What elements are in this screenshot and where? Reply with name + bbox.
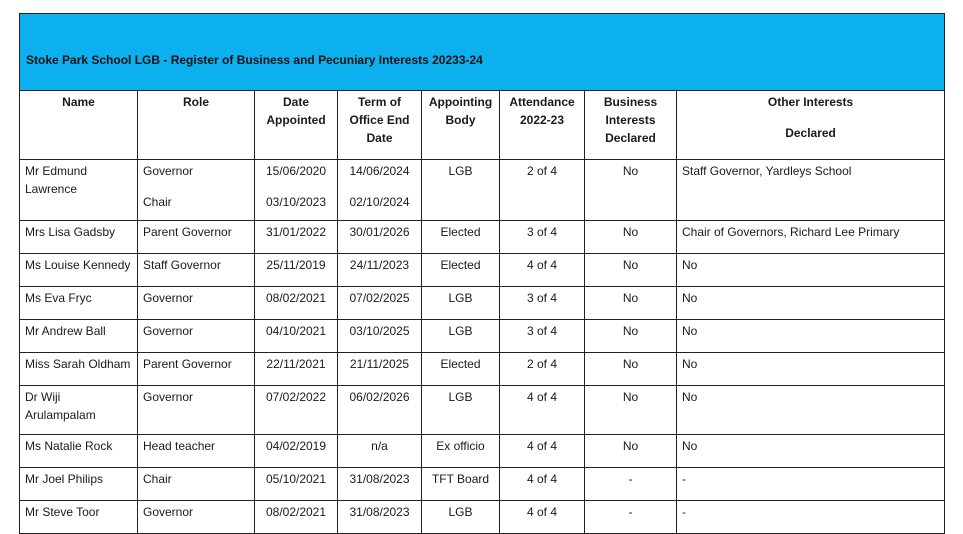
header-business-interests: Business Interests Declared (585, 91, 677, 160)
cell-term-end: 21/11/2025 (338, 353, 422, 386)
cell-other-interests: No (677, 320, 945, 353)
cell-role: Governor (138, 386, 255, 435)
header-other-interests: Other Interests Declared (677, 91, 945, 160)
cell-appointing-body: LGB (422, 160, 500, 221)
cell-other-interests: No (677, 386, 945, 435)
cell-term-end: 06/02/2026 (338, 386, 422, 435)
cell-term-end: 30/01/2026 (338, 221, 422, 254)
title-row (20, 14, 945, 91)
cell-attendance: 3 of 4 (500, 221, 585, 254)
cell-role: Parent Governor (138, 353, 255, 386)
cell-business-interests: - (585, 501, 677, 534)
cell-date-appointed: 31/01/2022 (255, 221, 338, 254)
register-title: Stoke Park School LGB - Register of Business and Pecuniary Interests 20233-24 (20, 14, 945, 91)
table-row (20, 386, 945, 435)
cell-business-interests: No (585, 320, 677, 353)
cell-business-interests: - (585, 468, 677, 501)
cell-role: Head teacher (138, 435, 255, 468)
cell-role: Chair (138, 468, 255, 501)
cell-appointing-body: LGB (422, 386, 500, 435)
table-row (20, 435, 945, 468)
cell-business-interests: No (585, 221, 677, 254)
cell-business-interests: No (585, 386, 677, 435)
header-attendance: Attendance 2022-23 (500, 91, 585, 160)
cell-business-interests: No (585, 160, 677, 221)
cell-role: Governor Chair (138, 160, 255, 221)
table-row (20, 468, 945, 501)
cell-name: Mr Andrew Ball (20, 320, 138, 353)
header-term-end: Term of Office End Date (338, 91, 422, 160)
cell-date-appointed: 22/11/2021 (255, 353, 338, 386)
header-row (20, 91, 945, 160)
cell-name: Mr Steve Toor (20, 501, 138, 534)
cell-term-end: 03/10/2025 (338, 320, 422, 353)
cell-role: Staff Governor (138, 254, 255, 287)
cell-name: Mrs Lisa Gadsby (20, 221, 138, 254)
cell-attendance: 4 of 4 (500, 254, 585, 287)
cell-other-interests: No (677, 435, 945, 468)
cell-term-end: 14/06/2024 02/10/2024 (338, 160, 422, 221)
table-row (20, 501, 945, 534)
cell-date-appointed: 07/02/2022 (255, 386, 338, 435)
header-name: Name (20, 91, 138, 160)
header-appointing-body: Appointing Body (422, 91, 500, 160)
cell-term-end: 07/02/2025 (338, 287, 422, 320)
cell-other-interests: Staff Governor, Yardleys School (677, 160, 945, 221)
cell-other-interests: No (677, 254, 945, 287)
cell-term-end: 24/11/2023 (338, 254, 422, 287)
cell-role: Governor (138, 287, 255, 320)
cell-other-interests: Chair of Governors, Richard Lee Primary (677, 221, 945, 254)
cell-appointing-body: LGB (422, 501, 500, 534)
cell-attendance: 3 of 4 (500, 320, 585, 353)
cell-name: Dr Wiji Arulampalam (20, 386, 138, 435)
register-table (19, 13, 945, 534)
cell-attendance: 4 of 4 (500, 386, 585, 435)
cell-role: Governor (138, 320, 255, 353)
table-row (20, 287, 945, 320)
cell-appointing-body: LGB (422, 287, 500, 320)
cell-term-end: 31/08/2023 (338, 501, 422, 534)
cell-term-end: n/a (338, 435, 422, 468)
cell-date-appointed: 08/02/2021 (255, 501, 338, 534)
cell-date-appointed: 04/10/2021 (255, 320, 338, 353)
cell-name: Mr Joel Philips (20, 468, 138, 501)
cell-other-interests: - (677, 468, 945, 501)
cell-name: Miss Sarah Oldham (20, 353, 138, 386)
cell-attendance: 4 of 4 (500, 468, 585, 501)
table-row (20, 221, 945, 254)
cell-appointing-body: LGB (422, 320, 500, 353)
cell-term-end: 31/08/2023 (338, 468, 422, 501)
cell-date-appointed: 04/02/2019 (255, 435, 338, 468)
cell-date-appointed: 05/10/2021 (255, 468, 338, 501)
cell-other-interests: No (677, 353, 945, 386)
cell-attendance: 3 of 4 (500, 287, 585, 320)
header-role: Role (138, 91, 255, 160)
cell-attendance: 2 of 4 (500, 353, 585, 386)
cell-date-appointed: 25/11/2019 (255, 254, 338, 287)
cell-date-appointed: 08/02/2021 (255, 287, 338, 320)
cell-other-interests: No (677, 287, 945, 320)
cell-business-interests: No (585, 435, 677, 468)
cell-appointing-body: Ex officio (422, 435, 500, 468)
cell-name: Ms Eva Fryc (20, 287, 138, 320)
header-date-appointed: Date Appointed (255, 91, 338, 160)
cell-attendance: 4 of 4 (500, 501, 585, 534)
cell-business-interests: No (585, 353, 677, 386)
cell-name: Ms Natalie Rock (20, 435, 138, 468)
table-row (20, 320, 945, 353)
cell-name: Mr Edmund Lawrence (20, 160, 138, 221)
cell-other-interests: - (677, 501, 945, 534)
cell-name: Ms Louise Kennedy (20, 254, 138, 287)
cell-attendance: 4 of 4 (500, 435, 585, 468)
cell-appointing-body: TFT Board (422, 468, 500, 501)
cell-role: Governor (138, 501, 255, 534)
cell-business-interests: No (585, 254, 677, 287)
cell-date-appointed: 15/06/2020 03/10/2023 (255, 160, 338, 221)
cell-role: Parent Governor (138, 221, 255, 254)
table-row (20, 254, 945, 287)
cell-appointing-body: Elected (422, 221, 500, 254)
cell-appointing-body: Elected (422, 254, 500, 287)
cell-business-interests: No (585, 287, 677, 320)
table-row (20, 160, 945, 221)
cell-attendance: 2 of 4 (500, 160, 585, 221)
cell-appointing-body: Elected (422, 353, 500, 386)
table-row (20, 353, 945, 386)
